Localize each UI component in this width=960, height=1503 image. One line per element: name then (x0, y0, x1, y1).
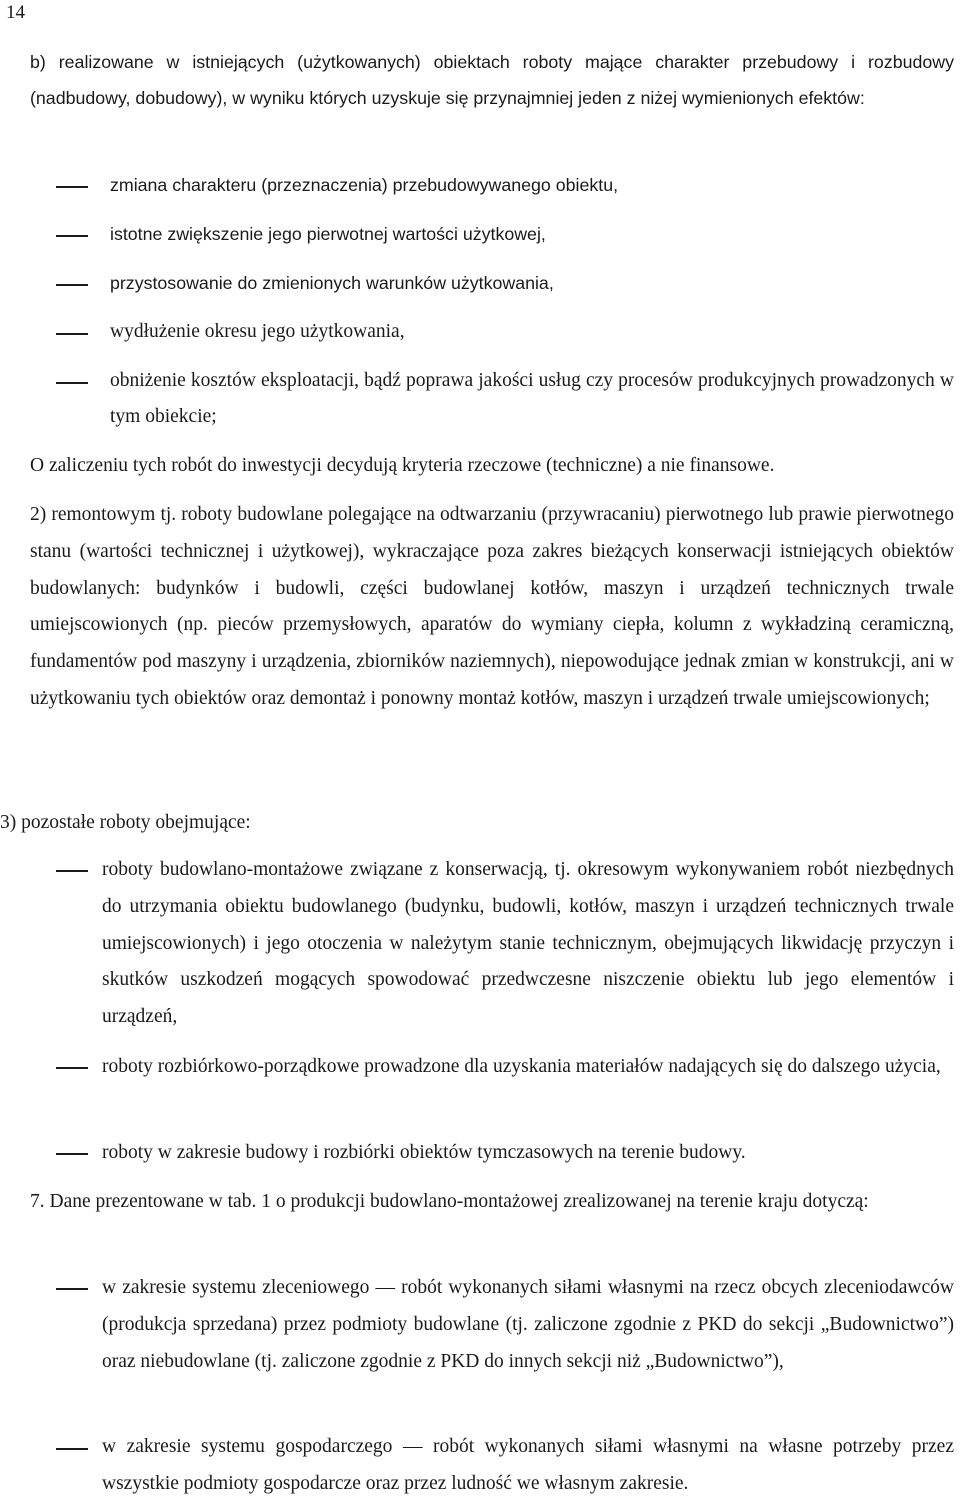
list-dash (56, 382, 88, 384)
list-item: roboty budowlano-montażowe związane z konserwacją, tj. okresowym wykonywaniem robót niezbędnych do utrzymania obiektu budowlanego (budynku, budowli, kotłów, maszyn i urządzeń technicznych trwale umiejscowionych) i jego otoczenia w należytym stanie technicznym, obejmujących likwidację przyczyn i skutków uszkodzeń mogących spowodować przedwczesne niszczenie obiektu lub jego elementów i urządzeń, (102, 859, 954, 1028)
list-dash (56, 235, 88, 237)
section-3-intro: 3) pozostałe roboty obejmujące: (0, 812, 251, 833)
list-item: w zakresie systemu zleceniowego — robót wykonanych siłami własnymi na rzecz obcych zleceniodawców (produkcja sprzedana) przez podmioty budowlane (tj. zaliczone zgodnie z PKD do sekcji „Budownictwo”) oraz niebudowlane (tj. zaliczone zgodnie z PKD do innych sekcji niż „Budownictwo”), (102, 1277, 954, 1372)
list-dash (56, 870, 88, 872)
list-item: roboty rozbiórkowo-porządkowe prowadzone dla uzyskania materiałów nadających się do dalszego użycia, (102, 1056, 941, 1077)
list-dash (56, 186, 88, 188)
list-dash (56, 1288, 88, 1290)
list-item: istotne zwiększenie jego pierwotnej wartości użytkowej, (110, 224, 546, 244)
list-dash (56, 1153, 88, 1155)
list-item: przystosowanie do zmienionych warunków użytkowania, (110, 273, 554, 293)
list-item: wydłużenie okresu jego użytkowania, (110, 321, 405, 342)
list-item: zmiana charakteru (przeznaczenia) przebudowywanego obiektu, (110, 175, 619, 195)
page-number: 14 (6, 2, 25, 23)
section-2-text: 2) remontowym tj. roboty budowlane polegające na odtwarzaniu (przywracaniu) pierwotnego lub prawie pierwotnego stanu (wartości technicznej i użytkowej), wykraczające poza zakres bieżących konserwacji istniejących obiektów budowlanych: budynków i budowli, części budowlanej kotłów, maszyn i urządzeń technicznych trwale umiejscowionych (np. pieców przemysłowych, aparatów do wymiany ciepła, kolumn z wykładziną ceramiczną, fundamentów pod maszyny i urządzenia, zbiorników naziemnych), niepowodujące jednak zmian w konstrukcji, ani w użytkowaniu tych obiektów oraz demontaż i ponowny montaż kotłów, maszyn i urządzeń trwale umiejscowionych; (30, 504, 954, 709)
list-dash (56, 284, 88, 286)
section-7-intro: 7. Dane prezentowane w tab. 1 o produkcji budowlano-montażowej zrealizowanej na terenie kraju dotyczą: (30, 1191, 869, 1212)
list-item: roboty w zakresie budowy i rozbiórki obiektów tymczasowych na terenie budowy. (102, 1142, 746, 1163)
list-dash (56, 333, 88, 335)
list-dash (56, 1067, 88, 1069)
list-dash (56, 1448, 88, 1450)
section-b-intro: b) realizowane w istniejących (użytkowanych) obiektach roboty mające charakter przebudowy i rozbudowy (nadbudowy, dobudowy), w wyniku których uzyskuje się przynajmniej jeden z niżej wymienionych efektów: (30, 52, 954, 108)
section-b-note: O zaliczeniu tych robót do inwestycji decydują kryteria rzeczowe (techniczne) a nie finansowe. (30, 455, 775, 476)
list-item: w zakresie systemu gospodarczego — robót wykonanych siłami własnymi na własne potrzeby przez wszystkie podmioty gospodarcze oraz przez ludność we własnym zakresie. (102, 1436, 954, 1494)
list-item: obniżenie kosztów eksploatacji, bądź poprawa jakości usług czy procesów produkcyjnych prowadzonych w tym obiekcie; (110, 370, 954, 427)
